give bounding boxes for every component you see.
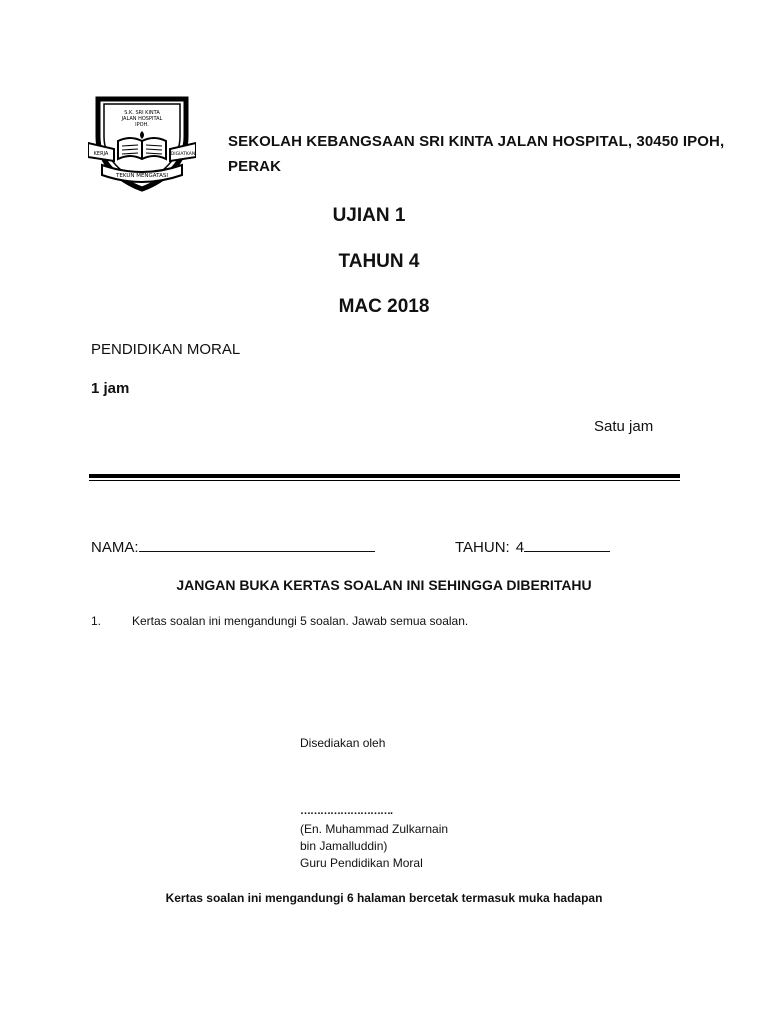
teacher-name-line-2: bin Jamalluddin) — [300, 839, 388, 853]
school-name-line-1: SEKOLAH KEBANGSAAN SRI KINTA JALAN HOSPITAL, 30450 IPOH, — [228, 133, 725, 150]
year-field-blank-line[interactable] — [524, 537, 610, 552]
svg-text:JALAN HOSPITAL: JALAN HOSPITAL — [121, 116, 163, 122]
duration-label: 1 jam — [91, 380, 130, 397]
name-field[interactable] — [91, 537, 375, 556]
svg-text:IPOH.: IPOH. — [135, 122, 149, 128]
exam-date: MAC 2018 — [338, 296, 430, 317]
exam-year-level: TAHUN 4 — [338, 251, 420, 272]
name-field-blank-line[interactable] — [139, 537, 375, 552]
divider-thick — [89, 474, 680, 478]
signature-dotted-line: ………………………. — [300, 805, 393, 817]
duration-words: Satu jam — [594, 418, 654, 435]
instruction-text: Kertas soalan ini mengandungi 5 soalan. Jawab semua soalan. — [132, 614, 469, 628]
divider-thin — [89, 480, 680, 481]
instruction-number: 1. — [91, 614, 102, 628]
name-field-label: NAMA: — [91, 539, 139, 556]
teacher-role: Guru Pendidikan Moral — [300, 856, 423, 870]
svg-text:DIGIATKAN: DIGIATKAN — [170, 152, 196, 157]
school-crest-book-shield-icon — [88, 93, 196, 193]
school-crest-logo — [88, 93, 196, 193]
svg-text:KERJA: KERJA — [93, 151, 109, 157]
page-count-note: Kertas soalan ini mengandungi 6 halaman bercetak termasuk muka hadapan — [165, 891, 603, 905]
svg-text:TEKUN MENGATASI: TEKUN MENGATASI — [116, 173, 168, 179]
year-field[interactable] — [455, 537, 610, 556]
year-field-label: TAHUN: — [455, 539, 510, 556]
year-field-value: 4 — [515, 539, 525, 556]
do-not-open-warning: JANGAN BUKA KERTAS SOALAN INI SEHINGGA DIBERITAHU — [176, 577, 592, 593]
subject-label: PENDIDIKAN MORAL — [91, 341, 241, 358]
svg-text:S.K. SRI KINTA: S.K. SRI KINTA — [124, 110, 160, 116]
prepared-by-label: Disediakan oleh — [300, 736, 386, 750]
exam-title: UJIAN 1 — [332, 205, 406, 226]
school-name-line-2: PERAK — [228, 158, 282, 175]
teacher-name-line-1: (En. Muhammad Zulkarnain — [300, 822, 449, 836]
